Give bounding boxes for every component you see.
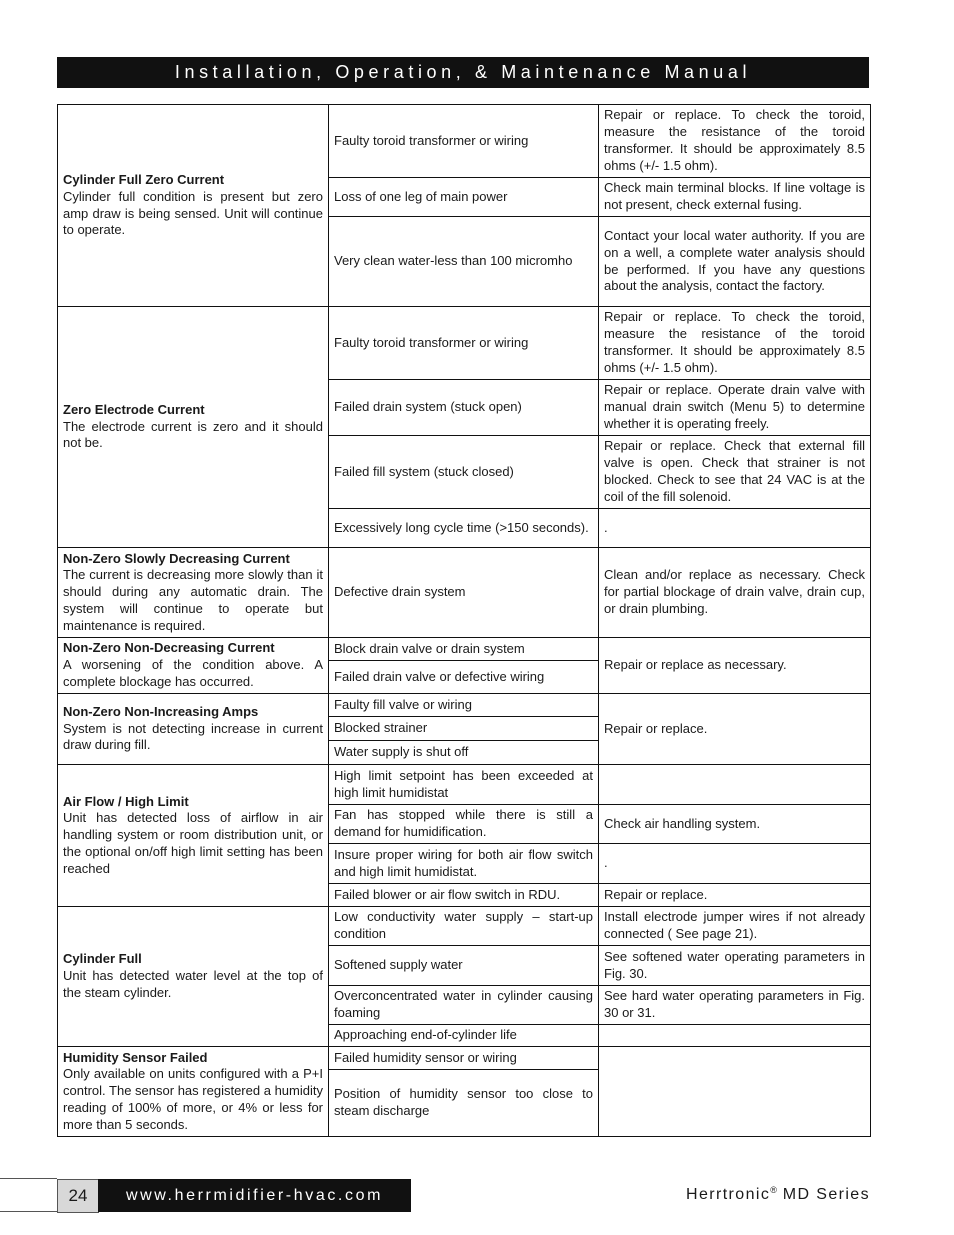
footer-rule xyxy=(0,1178,57,1179)
condition-cell xyxy=(58,638,329,694)
cause-cell: Fan has stopped while there is still a demand for humidification. xyxy=(329,805,599,844)
remedy-cell: Repair or replace. Check that external fill valve is open. Check that strainer is not blocked. Check to see that 24 VAC is at the coil of the fill solenoid. xyxy=(599,436,871,509)
condition-description: The electrode current is zero and it should not be. xyxy=(63,418,323,451)
cause-cell: Very clean water-less than 100 micromho xyxy=(329,217,599,307)
condition-cell xyxy=(58,694,329,765)
cause-cell: Failed drain system (stuck open) xyxy=(329,380,599,436)
condition-description: The current is decreasing more slowly than it should during any automatic drain. The system will continue to operate but maintenance is required. xyxy=(63,567,323,633)
remedy-cell: Repair or replace. To check the toroid, measure the resistance of the toroid transformer. It should be approximately 8.5 ohms (+/- 1.5 ohm). xyxy=(599,307,871,380)
remedy-cell: Check main terminal blocks. If line voltage is not present, check external fusing. xyxy=(599,178,871,217)
table-row xyxy=(58,548,871,638)
cause-cell: Low conductivity water supply – start-up condition xyxy=(329,907,599,946)
condition-description: System is not detecting increase in current draw during fill. xyxy=(63,720,323,753)
cause-cell: Insure proper wiring for both air flow switch and high limit humidistat. xyxy=(329,844,599,884)
condition-title: Non-Zero Non-Decreasing Current xyxy=(63,640,275,656)
table-row xyxy=(58,1047,871,1070)
cause-cell: Excessively long cycle time (>150 seconds). xyxy=(329,509,599,548)
remedy-cell: Repair or replace. xyxy=(599,694,871,765)
cause-cell: Approaching end-of-cylinder life xyxy=(329,1025,599,1047)
condition-cell xyxy=(58,307,329,548)
condition-description: Cylinder full condition is present but zero amp draw is being sensed. Unit will continue to operate. xyxy=(63,188,323,238)
footer-rule xyxy=(0,1211,57,1212)
brand-name: Herrtronic xyxy=(685,1186,771,1203)
cause-cell: Softened supply water xyxy=(329,946,599,986)
remedy-cell: Repair or replace. Operate drain valve with manual drain switch (Menu 5) to determine whether it is operating freely. xyxy=(599,380,871,436)
remedy-cell: Repair or replace. To check the toroid, measure the resistance of the toroid transformer. It should be approximately 8.5 ohms (+/- 1.5 ohm). xyxy=(599,105,871,178)
product-series xyxy=(686,1185,870,1204)
remedy-cell: . xyxy=(599,844,871,884)
condition-title: Air Flow / High Limit xyxy=(63,793,189,809)
cause-cell: Failed blower or air flow switch in RDU. xyxy=(329,884,599,907)
condition-description: Unit has detected loss of airflow in air handling system or room distribution unit, or the optional on/off high limit setting has been reached xyxy=(63,810,323,876)
cause-cell: Faulty toroid transformer or wiring xyxy=(329,307,599,380)
condition-title: Humidity Sensor Failed xyxy=(63,1049,208,1065)
cause-cell: Overconcentrated water in cylinder causing foaming xyxy=(329,986,599,1025)
manual-title: Installation, Operation, & Maintenance Manual xyxy=(174,62,752,82)
table-row xyxy=(58,907,871,946)
table-row xyxy=(58,105,871,178)
table-row xyxy=(58,307,871,380)
remedy-cell: Contact your local water authority. If you are on a well, a complete water analysis should be performed. If you have any questions about the analysis, contact the factory. xyxy=(599,217,871,307)
remedy-cell: See hard water operating parameters in Fig. 30 or 31. xyxy=(599,986,871,1025)
condition-title: Non-Zero Non-Increasing Amps xyxy=(63,703,259,719)
table-row xyxy=(58,694,871,717)
remedy-cell: Install electrode jumper wires if not already connected ( See page 21). xyxy=(599,907,871,946)
condition-cell xyxy=(58,765,329,907)
page-number: 24 xyxy=(57,1179,99,1213)
cause-cell: Position of humidity sensor too close to steam discharge xyxy=(329,1070,599,1137)
condition-cell xyxy=(58,548,329,638)
condition-cell xyxy=(58,105,329,307)
remedy-cell: Repair or replace as necessary. xyxy=(599,638,871,694)
series-name: MD Series xyxy=(782,1186,870,1203)
remedy-cell xyxy=(599,1025,871,1047)
cause-cell: Faulty fill valve or wiring xyxy=(329,694,599,717)
condition-title: Zero Electrode Current xyxy=(63,401,205,417)
cause-cell: Failed fill system (stuck closed) xyxy=(329,436,599,509)
remedy-cell: Check air handling system. xyxy=(599,805,871,844)
remedy-cell: Repair or replace. xyxy=(599,884,871,907)
condition-cell xyxy=(58,907,329,1047)
remedy-cell: Clean and/or replace as necessary. Check for partial blockage of drain valve, drain cup, or drain plumbing. xyxy=(599,548,871,638)
remedy-cell xyxy=(599,1047,871,1137)
cause-cell: Faulty toroid transformer or wiring xyxy=(329,105,599,178)
table-row xyxy=(58,765,871,805)
cause-cell: Failed drain valve or defective wiring xyxy=(329,661,599,694)
manual-title-bar xyxy=(57,57,869,88)
condition-description: Only available on units configured with a P+I control. The sensor has registered a humidity reading of 100% of more, or 4% or less for more than 5 seconds. xyxy=(63,1066,323,1132)
remedy-cell: See softened water operating parameters in Fig. 30. xyxy=(599,946,871,986)
cause-cell: High limit setpoint has been exceeded at high limit humidistat xyxy=(329,765,599,805)
cause-cell: Defective drain system xyxy=(329,548,599,638)
cause-cell: Blocked strainer xyxy=(329,717,599,741)
website-url-text: www.herrmidifier-hvac.com xyxy=(125,1186,384,1204)
table-row xyxy=(58,638,871,661)
cause-cell: Loss of one leg of main power xyxy=(329,178,599,217)
condition-title: Cylinder Full xyxy=(63,951,142,967)
condition-cell xyxy=(58,1047,329,1137)
condition-title: Cylinder Full Zero Current xyxy=(63,171,225,187)
cause-cell: Failed humidity sensor or wiring xyxy=(329,1047,599,1070)
registered-mark: ® xyxy=(770,1185,777,1195)
website-url xyxy=(98,1179,411,1212)
condition-description: A worsening of the condition above. A complete blockage has occurred. xyxy=(63,657,323,689)
remedy-cell: . xyxy=(599,509,871,548)
cause-cell: Water supply is shut off xyxy=(329,741,599,765)
cause-cell: Block drain valve or drain system xyxy=(329,638,599,661)
condition-title: Non-Zero Slowly Decreasing Current xyxy=(63,550,290,566)
condition-description: Unit has detected water level at the top of the steam cylinder. xyxy=(63,968,323,1000)
troubleshooting-table xyxy=(57,104,871,1137)
remedy-cell xyxy=(599,765,871,805)
